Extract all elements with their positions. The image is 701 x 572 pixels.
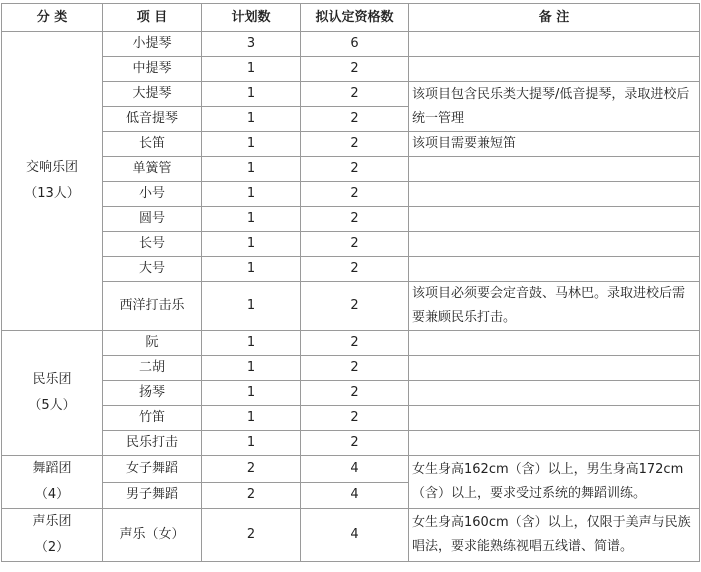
category-vocal [2, 509, 103, 562]
plan-cell: 2 [202, 482, 301, 509]
note-cell [409, 356, 700, 381]
quota-cell: 2 [301, 257, 409, 282]
item-cell: 西洋打击乐 [103, 282, 202, 331]
plan-cell: 1 [202, 431, 301, 456]
category-name: 舞蹈团 [32, 461, 72, 476]
plan-cell: 1 [202, 282, 301, 331]
category-folk [2, 331, 103, 456]
category-count: （4） [34, 487, 70, 502]
quota-cell: 4 [301, 509, 409, 562]
note-dance: 女生身高162cm（含）以上，男生身高172cm（含）以上，要求受过系统的舞蹈训练。 [409, 456, 700, 509]
note-percussion: 该项目必须要会定音鼓、马林巴。录取进校后需要兼顾民乐打击。 [409, 282, 700, 331]
category-count: （13人） [24, 186, 80, 201]
quota-cell: 2 [301, 232, 409, 257]
quota-cell: 2 [301, 381, 409, 406]
category-name: 交响乐团 [25, 160, 78, 175]
table-row [2, 132, 700, 157]
quota-table [1, 3, 700, 562]
note-cell [409, 381, 700, 406]
item-cell: 阮 [103, 331, 202, 356]
plan-cell: 1 [202, 356, 301, 381]
note-cell [409, 182, 700, 207]
item-cell: 长笛 [103, 132, 202, 157]
table-row [2, 406, 700, 431]
table-row [2, 57, 700, 82]
plan-cell: 1 [202, 381, 301, 406]
category-name: 声乐团 [32, 514, 72, 529]
item-cell: 小提琴 [103, 32, 202, 57]
note-cell [409, 431, 700, 456]
table-row [2, 182, 700, 207]
note-cello: 该项目包含民乐类大提琴/低音提琴，录取进校后统一管理 [409, 82, 700, 132]
plan-cell: 1 [202, 182, 301, 207]
item-cell: 民乐打击 [103, 431, 202, 456]
category-symphony [2, 32, 103, 331]
item-cell: 长号 [103, 232, 202, 257]
plan-cell: 1 [202, 331, 301, 356]
plan-cell: 1 [202, 406, 301, 431]
item-cell: 大号 [103, 257, 202, 282]
quota-cell: 2 [301, 282, 409, 331]
table-row [2, 282, 700, 331]
quota-cell: 2 [301, 331, 409, 356]
header-plan: 计划数 [202, 4, 301, 32]
item-cell: 声乐（女） [103, 509, 202, 562]
plan-cell: 2 [202, 509, 301, 562]
plan-cell: 1 [202, 257, 301, 282]
item-cell: 中提琴 [103, 57, 202, 82]
header-note: 备 注 [409, 4, 700, 32]
plan-cell: 1 [202, 207, 301, 232]
plan-cell: 1 [202, 57, 301, 82]
table-row [2, 32, 700, 57]
item-cell: 扬琴 [103, 381, 202, 406]
item-cell: 圆号 [103, 207, 202, 232]
item-cell: 二胡 [103, 356, 202, 381]
quota-cell: 2 [301, 182, 409, 207]
item-cell: 单簧管 [103, 157, 202, 182]
plan-cell: 1 [202, 82, 301, 107]
header-category: 分 类 [2, 4, 103, 32]
note-cell [409, 331, 700, 356]
quota-cell: 6 [301, 32, 409, 57]
quota-cell: 2 [301, 356, 409, 381]
table-row [2, 257, 700, 282]
table-row [2, 356, 700, 381]
item-cell: 低音提琴 [103, 107, 202, 132]
note-cell [409, 157, 700, 182]
category-count: （2） [34, 540, 70, 555]
plan-cell: 1 [202, 157, 301, 182]
quota-cell: 2 [301, 406, 409, 431]
table-row [2, 381, 700, 406]
header-quota: 拟认定资格数 [301, 4, 409, 32]
note-cell [409, 32, 700, 57]
header-item: 项 目 [103, 4, 202, 32]
category-name: 民乐团 [32, 372, 72, 387]
quota-cell: 2 [301, 132, 409, 157]
plan-cell: 3 [202, 32, 301, 57]
quota-cell: 4 [301, 456, 409, 483]
plan-cell: 1 [202, 132, 301, 157]
item-cell: 竹笛 [103, 406, 202, 431]
table-row [2, 431, 700, 456]
table-row [2, 456, 700, 483]
quota-cell: 2 [301, 82, 409, 107]
item-cell: 男子舞蹈 [103, 482, 202, 509]
note-flute: 该项目需要兼短笛 [409, 132, 700, 157]
item-cell: 小号 [103, 182, 202, 207]
table-row [2, 509, 700, 562]
note-cell [409, 406, 700, 431]
item-cell: 女子舞蹈 [103, 456, 202, 483]
quota-cell: 4 [301, 482, 409, 509]
note-vocal: 女生身高160cm（含）以上，仅限于美声与民族唱法，要求能熟练视唱五线谱、简谱。 [409, 509, 700, 562]
table-row [2, 157, 700, 182]
table-row [2, 207, 700, 232]
category-count: （5人） [28, 398, 76, 413]
quota-cell: 2 [301, 107, 409, 132]
plan-cell: 1 [202, 232, 301, 257]
category-dance [2, 456, 103, 509]
quota-cell: 2 [301, 431, 409, 456]
header-row [2, 4, 700, 32]
note-cell [409, 207, 700, 232]
table-row [2, 232, 700, 257]
table-row [2, 82, 700, 107]
quota-cell: 2 [301, 57, 409, 82]
plan-cell: 2 [202, 456, 301, 483]
note-cell [409, 57, 700, 82]
note-cell [409, 257, 700, 282]
quota-cell: 2 [301, 207, 409, 232]
note-cell [409, 232, 700, 257]
table-row [2, 331, 700, 356]
plan-cell: 1 [202, 107, 301, 132]
item-cell: 大提琴 [103, 82, 202, 107]
quota-cell: 2 [301, 157, 409, 182]
